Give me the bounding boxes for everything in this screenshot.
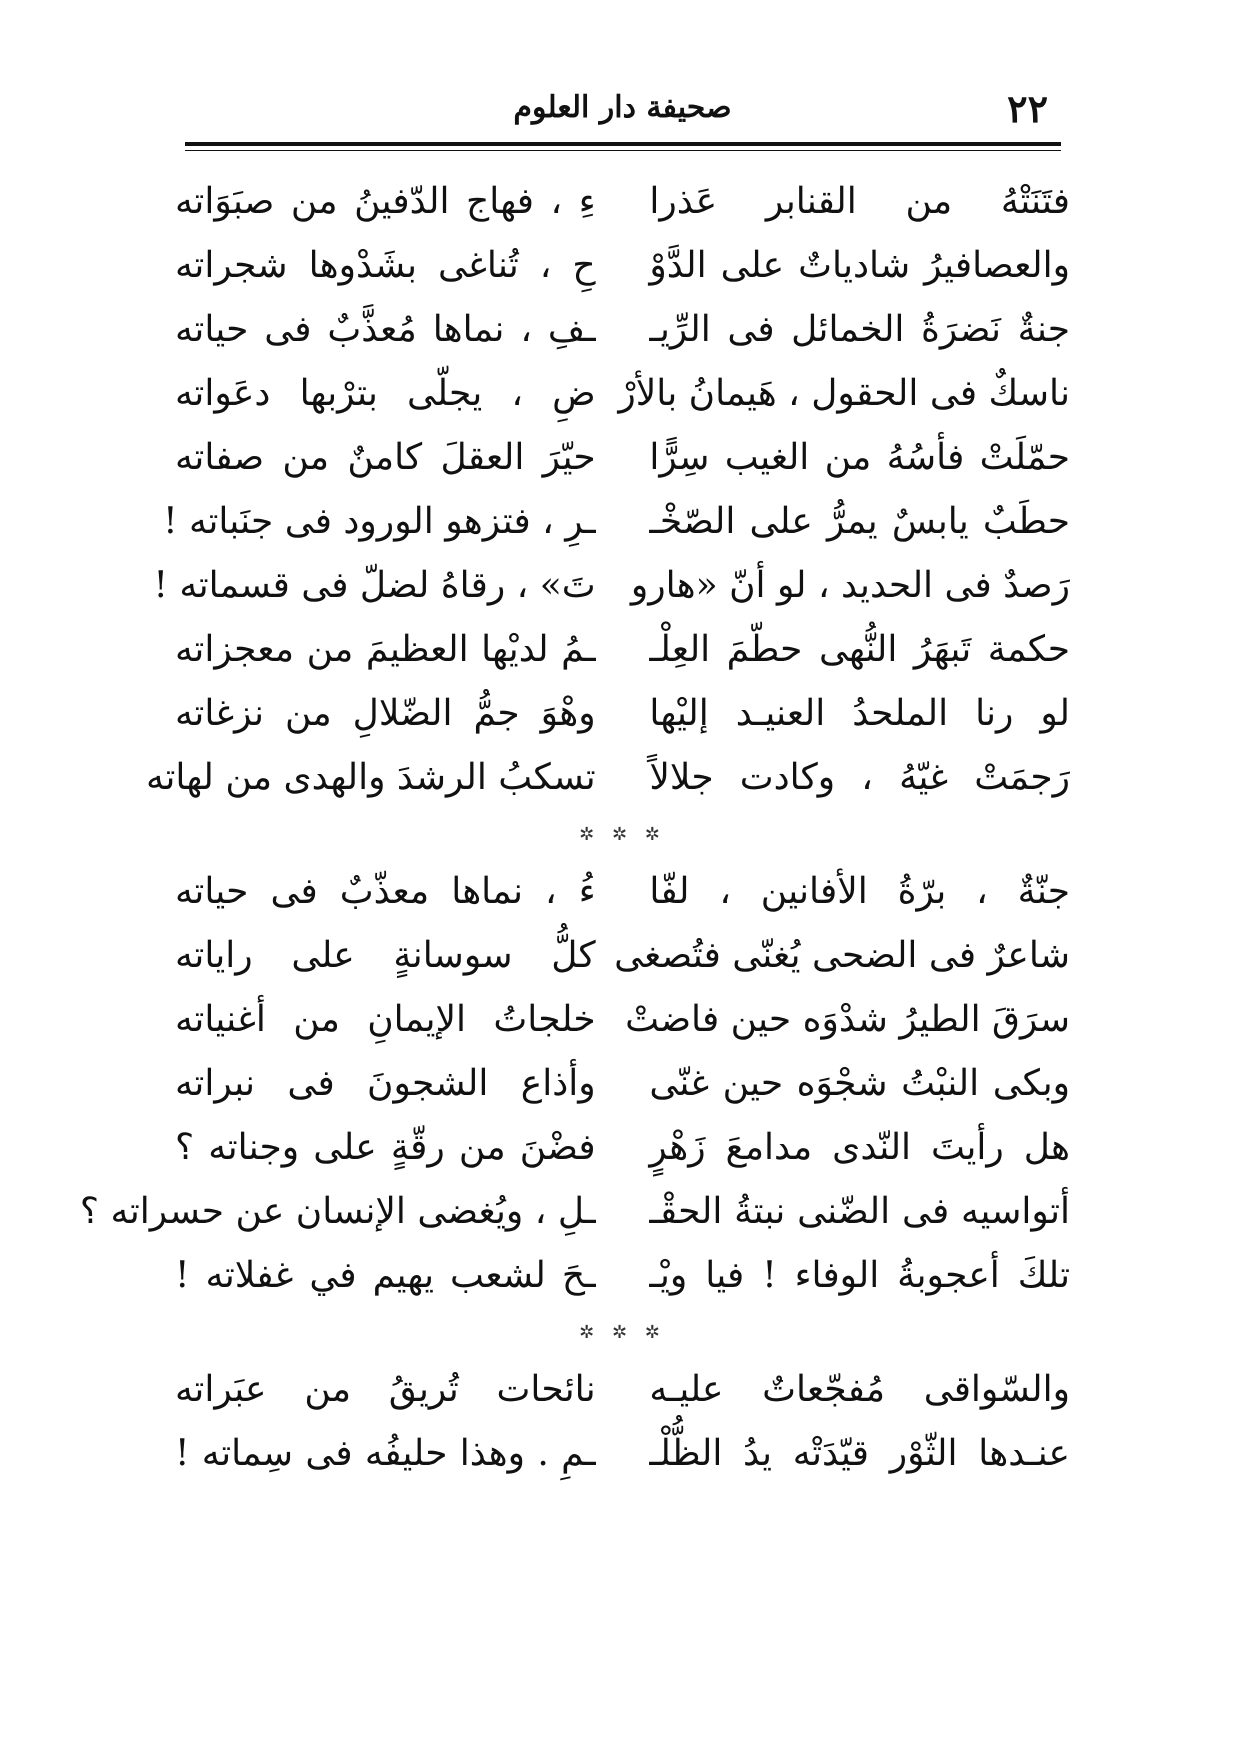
verse-first-hemistich: رَصدٌ فى الحديد ، لو أنّ «هارو bbox=[630, 565, 1070, 606]
verse-first-hemistich: حمّلَتْ فأسُهُ من الغيب سِرًّا bbox=[649, 437, 1070, 478]
verse-second-hemistich: خلجاتُ الإيمانِ من أغنياته bbox=[175, 999, 596, 1040]
verse-first-hemistich: جنةٌ نَضرَةُ الخمائل فى الرِّيـ bbox=[649, 309, 1070, 350]
verse-line bbox=[175, 426, 1070, 490]
verse-first-hemistich: جنّةٌ ، برّةُ الأفانين ، لفّا bbox=[649, 871, 1070, 912]
verse-second-hemistich: كلُّ سوسانةٍ على راياته bbox=[175, 935, 596, 976]
verse-second-hemistich: ضِ ، يجلّى بترْبها دعَواته bbox=[175, 373, 596, 414]
verse-first-hemistich: حطَبٌ يابسٌ يمرُّ على الصّخْـ bbox=[649, 501, 1070, 542]
verse-first-hemistich: تلكَ أعجوبةُ الوفاء ! فيا ويْـ bbox=[649, 1255, 1070, 1296]
poem-body bbox=[79, 170, 1070, 1486]
verse-line bbox=[175, 618, 1070, 682]
verse-first-hemistich: لو رنا الملحدُ العنيـد إليْها bbox=[649, 693, 1070, 734]
verse-line bbox=[175, 298, 1070, 362]
verse-first-hemistich: عنـدها الثّوْر قيّدَتْه يدُ الظُّلْـ bbox=[649, 1433, 1070, 1474]
verse-second-hemistich: نائحات تُريقُ من عبَراته bbox=[175, 1369, 596, 1410]
verse-second-hemistich: ـفِ ، نماها مُعذَّبٌ فى حياته bbox=[175, 309, 596, 350]
header-rule-thick bbox=[185, 142, 1061, 146]
verse-line bbox=[175, 682, 1070, 746]
verse-first-hemistich: أتواسيه فى الضّنى نبتةُ الحقْـ bbox=[649, 1191, 1070, 1232]
verse-second-hemistich: تسكبُ الرشدَ والهدى من لهاته bbox=[146, 757, 596, 798]
verse-second-hemistich: ـرِ ، فتزهو الورود فى جنَباته ! bbox=[163, 501, 596, 542]
verse-line bbox=[175, 860, 1070, 924]
verse-second-hemistich: تَ» ، رقاهُ لضلّ فى قسماته ! bbox=[153, 565, 596, 606]
verse-line bbox=[175, 234, 1070, 298]
verse-first-hemistich: ناسكٌ فى الحقول ، هَيمانُ بالأرْ bbox=[618, 373, 1070, 414]
verse-line bbox=[175, 1358, 1070, 1422]
verse-line bbox=[79, 1180, 1070, 1244]
verse-line bbox=[175, 170, 1070, 234]
verse-second-hemistich: ءِ ، فهاج الدّفينُ من صبَوَاته bbox=[175, 181, 596, 222]
header-rule-thin bbox=[185, 150, 1061, 151]
verse-line bbox=[175, 362, 1070, 426]
verse-second-hemistich: ـلِ ، ويُغضى الإنسان عن حسراته ؟ bbox=[79, 1191, 596, 1232]
verse-first-hemistich: رَجمَتْ غيّهُ ، وكادت جلالاً bbox=[649, 757, 1070, 798]
verse-second-hemistich: ـمُ لديْها العظيمَ من معجزاته bbox=[175, 629, 596, 670]
verse-line bbox=[175, 1052, 1070, 1116]
verse-line bbox=[175, 1244, 1070, 1308]
verse-second-hemistich: ـحَ لشعب يهيم في غفلاته ! bbox=[175, 1255, 596, 1296]
verse-second-hemistich: حِ ، تُناغى بشَدْوها شجراته bbox=[175, 245, 596, 286]
verse-line bbox=[175, 1116, 1070, 1180]
verse-second-hemistich: فضْنَ من رقّةٍ على وجناته ؟ bbox=[175, 1127, 596, 1168]
verse-first-hemistich: حكمة تَبهَرُ النُّهى حطّمَ العِلْـ bbox=[649, 629, 1070, 670]
verse-first-hemistich: وبكى النبْتُ شجْوَه حين غنّى bbox=[649, 1063, 1070, 1104]
page-number: ٢٢ bbox=[1007, 86, 1048, 131]
verse-second-hemistich: ءُ ، نماها معذّبٌ فى حياته bbox=[175, 871, 596, 912]
verse-second-hemistich: ـمِ . وهذا حليفُه فى سِماته ! bbox=[175, 1433, 596, 1474]
verse-line bbox=[175, 1422, 1070, 1486]
stanza-separator: ✲ ✲ ✲ bbox=[579, 1322, 666, 1343]
verse-first-hemistich: شاعرٌ فى الضحى يُغنّى فتُصغى bbox=[614, 935, 1070, 976]
verse-second-hemistich: حيّرَ العقلَ كامنٌ من صفاته bbox=[175, 437, 596, 478]
verse-first-hemistich: سرَقَ الطيرُ شدْوَه حين فاضتْ bbox=[625, 999, 1070, 1040]
verse-first-hemistich: هل رأيتَ النّدى مدامعَ زَهْرٍ bbox=[649, 1127, 1070, 1168]
verse-first-hemistich: والسّواقى مُفجّعاتٌ عليـه bbox=[649, 1369, 1070, 1410]
verse-line bbox=[163, 490, 1070, 554]
verse-second-hemistich: وأذاع الشجونَ فى نبراته bbox=[175, 1063, 596, 1104]
verse-first-hemistich: فتَنَتْهُ من القنابر عَذرا bbox=[649, 181, 1070, 222]
verse-line bbox=[175, 988, 1070, 1052]
page-header bbox=[185, 86, 1060, 134]
verse-second-hemistich: وهْوَ جمُّ الضّلالِ من نزغاته bbox=[175, 693, 596, 734]
verse-line bbox=[146, 746, 1070, 810]
running-title: صحيفة دار العلوم bbox=[513, 90, 732, 125]
verse-first-hemistich: والعصافيرُ شادياتٌ على الدَّوْ bbox=[649, 245, 1070, 286]
verse-line bbox=[175, 924, 1070, 988]
stanza-separator: ✲ ✲ ✲ bbox=[579, 824, 666, 845]
verse-line bbox=[153, 554, 1070, 618]
